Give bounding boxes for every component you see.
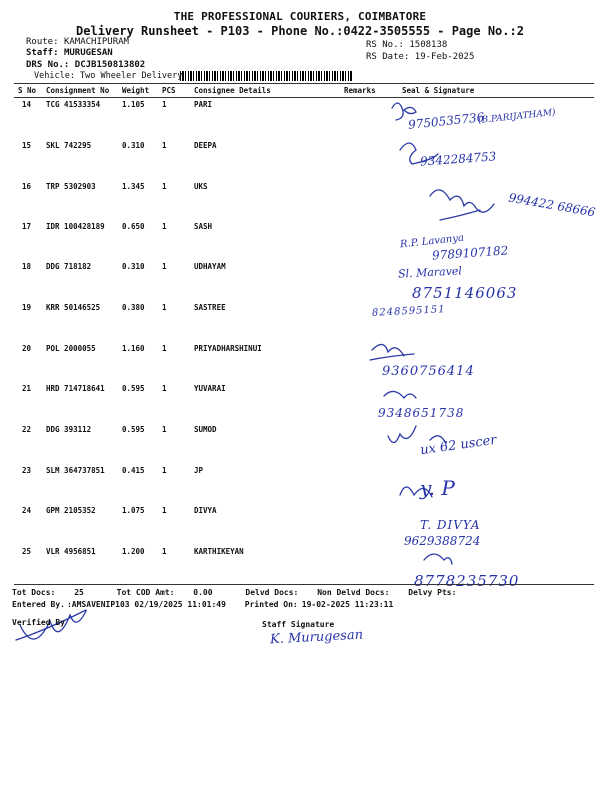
handwritten-phone: 9629388724 <box>404 534 481 548</box>
handwritten-name: (B.PARIJATHAM) <box>477 107 557 127</box>
handwritten-initials: y. P <box>420 476 455 500</box>
staff-signature-label: Staff Signature <box>262 620 335 629</box>
row-consignment: SLM 364737851 <box>46 466 105 475</box>
rs-date-value: 19-Feb-2025 <box>414 52 475 62</box>
delvy-pts-label: Delvy Pts: <box>408 588 457 597</box>
row-sno: 21 <box>22 384 32 393</box>
col-pcs: PCS <box>162 86 176 95</box>
row-consignment: IDR 100428189 <box>46 222 105 231</box>
totals-line <box>12 588 470 597</box>
row-sno: 17 <box>22 222 32 231</box>
row-weight: 0.595 <box>122 425 145 434</box>
row-pcs: 1 <box>162 303 167 312</box>
printed-on-label: Printed On: <box>244 600 298 609</box>
vehicle-line: Vehicle: Two Wheeler Delivery <box>34 71 183 81</box>
row-pcs: 1 <box>162 466 167 475</box>
row-weight: 1.105 <box>122 100 145 109</box>
entered-by-value: :AMSAVENIP103 02/19/2025 11:01:49 <box>66 600 226 609</box>
row-pcs: 1 <box>162 425 167 434</box>
route-label: Route: <box>26 37 59 47</box>
col-consignment: Consignment No <box>46 86 110 95</box>
row-consignment: TCG 41533354 <box>46 100 101 109</box>
tot-docs-label: Tot Docs: <box>12 588 56 597</box>
row-consignee: JP <box>194 466 204 475</box>
row-consignee: YUVARAI <box>194 384 226 393</box>
runsheet-subtitle: Delivery Runsheet - P103 - Phone No.:0422-3505555 - Page No.:2 <box>76 24 524 38</box>
handwritten-phone: 9789107182 <box>431 243 509 263</box>
row-consignment: VLR 4956851 <box>46 547 96 556</box>
row-weight: 0.595 <box>122 384 145 393</box>
handwritten-name: T. DIVYA <box>420 518 481 532</box>
col-seal: Seal & Signature <box>402 86 475 95</box>
handwritten-phone: 9342284753 <box>419 149 497 169</box>
row-consignee: DEEPA <box>194 141 217 150</box>
company-title: THE PROFESSIONAL COURIERS, COIMBATORE <box>173 10 427 23</box>
divider <box>14 584 594 585</box>
row-consignment: SKL 742295 <box>46 141 92 150</box>
handwritten-name: Sl. Maravel <box>397 264 463 281</box>
col-sno: S No <box>18 86 37 95</box>
non-delvd-docs-label: Non Delvd Docs: <box>317 588 390 597</box>
handwritten-phone: 9360756414 <box>382 364 475 379</box>
drs-label: DRS No.: <box>26 60 70 70</box>
row-weight: 1.160 <box>122 344 145 353</box>
row-consignee: KARTHIKEYAN <box>194 547 244 556</box>
row-weight: 0.650 <box>122 222 145 231</box>
row-consignment: HRD 714718641 <box>46 384 105 393</box>
row-sno: 25 <box>22 547 32 556</box>
row-sno: 23 <box>22 466 32 475</box>
row-weight: 0.415 <box>122 466 145 475</box>
row-consignment: DDG 393112 <box>46 425 92 434</box>
row-pcs: 1 <box>162 222 167 231</box>
staff-label: Staff: <box>26 48 59 58</box>
staff-signature: K. Murugesan <box>269 627 364 648</box>
row-sno: 20 <box>22 344 32 353</box>
entered-by-label: Entered By. <box>12 600 65 609</box>
drs-value: DCJB150813802 <box>74 60 146 70</box>
row-pcs: 1 <box>162 262 167 271</box>
row-consignee: PARI <box>194 100 213 109</box>
handwritten-phone: 8778235730 <box>414 572 520 590</box>
row-pcs: 1 <box>162 547 167 556</box>
row-consignment: TRP 5302903 <box>46 182 96 191</box>
row-consignee: PRIYADHARSHINUI <box>194 344 262 353</box>
row-sno: 14 <box>22 100 32 109</box>
row-pcs: 1 <box>162 384 167 393</box>
verified-by-label: Verified By <box>12 618 65 627</box>
handwritten-phone: 8248595151 <box>371 304 446 319</box>
row-weight: 1.075 <box>122 506 145 515</box>
entry-line <box>12 600 407 609</box>
route-value: KAMACHIPURAM <box>63 37 129 47</box>
row-weight: 0.310 <box>122 262 145 271</box>
staff-value: MURUGESAN <box>63 48 113 58</box>
rs-date-label: RS Date: <box>366 52 410 62</box>
handwritten-phone: 9750535736 <box>407 110 485 132</box>
rs-no-label: RS No.: <box>366 40 404 50</box>
row-weight: 1.200 <box>122 547 145 556</box>
delvd-docs-label: Delvd Docs: <box>245 588 299 597</box>
row-consignment: KRR 50146525 <box>46 303 101 312</box>
row-pcs: 1 <box>162 100 167 109</box>
row-sno: 24 <box>22 506 32 515</box>
col-consignee: Consignee Details <box>194 86 271 95</box>
row-consignee: DIVYA <box>194 506 217 515</box>
row-consignee: UKS <box>194 182 208 191</box>
row-consignment: GPM 2105352 <box>46 506 96 515</box>
tot-docs-value: 25 <box>74 588 84 597</box>
row-sno: 15 <box>22 141 32 150</box>
row-consignee: SASTREE <box>194 303 226 312</box>
row-pcs: 1 <box>162 506 167 515</box>
row-consignment: DDG 718182 <box>46 262 92 271</box>
row-pcs: 1 <box>162 344 167 353</box>
handwritten-phone: 8751146063 <box>412 284 518 302</box>
row-sno: 19 <box>22 303 32 312</box>
row-pcs: 1 <box>162 141 167 150</box>
row-consignment: POL 2000055 <box>46 344 96 353</box>
handwritten-phone: 994422 68666 <box>507 190 597 220</box>
col-weight: Weight <box>122 86 150 95</box>
row-sno: 16 <box>22 182 32 191</box>
handwritten-scribble: ux 62 uscer <box>419 432 498 459</box>
row-weight: 0.380 <box>122 303 145 312</box>
tot-cod-label: Tot COD Amt: <box>116 588 175 597</box>
row-weight: 1.345 <box>122 182 145 191</box>
handwritten-phone: 9348651738 <box>378 406 465 420</box>
row-consignee: UDHAYAM <box>194 262 226 271</box>
col-remarks: Remarks <box>344 86 376 95</box>
row-consignee: SASH <box>194 222 213 231</box>
row-sno: 22 <box>22 425 32 434</box>
printed-on-value: 19-02-2025 11:23:11 <box>301 600 394 609</box>
row-sno: 18 <box>22 262 32 271</box>
tot-cod-value: 0.00 <box>193 588 213 597</box>
row-consignee: SUMOD <box>194 425 217 434</box>
handwritten-name: R.P. Lavanya <box>399 232 465 251</box>
row-weight: 0.310 <box>122 141 145 150</box>
rs-no-value: 1508138 <box>409 40 448 50</box>
row-pcs: 1 <box>162 182 167 191</box>
